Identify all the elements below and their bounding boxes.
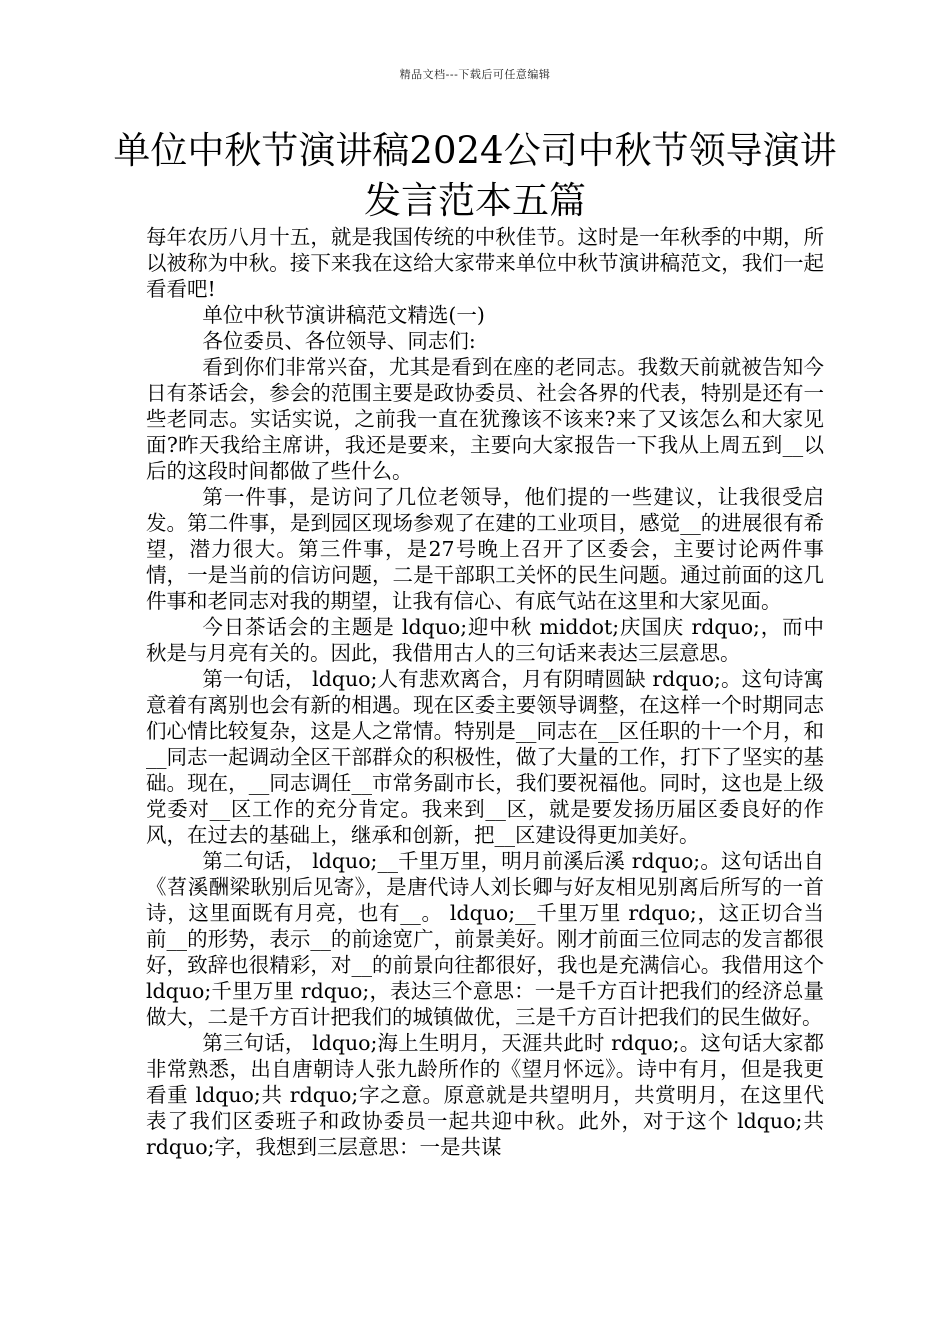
- body-paragraph: 第二句话， ldquo;__千里万里，明月前溪后溪 rdquo;。这句话出自《苕溪酬梁耿别后见寄》，是唐代诗人刘长卿与好友相见别离后所写的一首诗，这里面既有月亮，也有__。 ldquo;__千里万里 rdquo;，这正切合当前__的形势，表示__的前途宽广，前景美好。刚才前面三位同志的发言都很好，致辞也很精彩，对__的前景向往都很好，我也是充满信心。我借用这个 ldquo;千里万里 rdquo;，表达三个意思：一是千方百计把我们的经济总量做大，二是千方百计把我们的城镇做优，三是千方百计把我们的民生做好。: [146, 849, 824, 1029]
- section-heading: 单位中秋节演讲稿范文精选(一): [202, 303, 485, 327]
- body-paragraph: 第一句话， ldquo;人有悲欢离合，月有阴晴圆缺 rdquo;。这句诗寓意着有离别也会有新的相遇。现在区委主要领导调整，在这样一个时期同志们心情比较复杂，这是人之常情。特别是__同志在__区任职的十一个月，和__同志一起调动全区干部群众的积极性，做了大量的工作，打下了坚实的基础。现在，__同志调任__市常务副市长，我们要祝福他。同时，这也是上级党委对__区工作的充分肯定。我来到__区，就是要发扬历届区委良好的作风，在过去的基础上，继承和创新，把__区建设得更加美好。: [146, 667, 824, 847]
- salutation: 各位委员、各位领导、同志们:: [202, 329, 476, 353]
- body-paragraph: 看到你们非常兴奋，尤其是看到在座的老同志。我数天前就被告知今日有茶话会，参会的范围主要是政协委员、社会各界的代表，特别是还有一些老同志。实话实说，之前我一直在犹豫该不该来?来了又该怎么和大家见面?昨天我给主席讲，我还是要来，主要向大家报告一下我从上周五到__以后的这段时间都做了些什么。: [146, 355, 824, 483]
- intro-paragraph: 每年农历八月十五，就是我国传统的中秋佳节。这时是一年秋季的中期，所以被称为中秋。接下来我在这给大家带来单位中秋节演讲稿范文，我们一起看看吧!: [146, 225, 824, 301]
- body-paragraph: 今日茶话会的主题是 ldquo;迎中秋 middot;庆国庆 rdquo;，而中秋是与月亮有关的。因此，我借用古人的三句话来表达三层意思。: [146, 615, 824, 665]
- page-header: 精品文档---下载后可任意编辑: [399, 68, 551, 81]
- body-paragraph: 第三句话， ldquo;海上生明月，天涯共此时 rdquo;。这句话大家都非常熟悉，出自唐朝诗人张九龄所作的《望月怀远》。诗中有月，但是我更看重 ldquo;共 rdquo;字之意。原意就是共望明月，共赏明月，在这里代表了我们区委班子和政协委员一起共迎中秋。此外，对于这个 ldquo;共 rdquo;字，我想到三层意思：一是共谋: [146, 1031, 824, 1159]
- document-title: 单位中秋节演讲稿2024公司中秋节领导演讲发言范本五篇: [113, 129, 837, 222]
- document-body: [146, 224, 824, 1160]
- body-paragraph: 第一件事，是访问了几位老领导，他们提的一些建议，让我很受启发。第二件事，是到园区现场参观了在建的工业项目，感觉__的进展很有希望，潜力很大。第三件事，是27号晚上召开了区委会，主要讨论两件事情，一是当前的信访问题，二是干部职工关怀的民生问题。通过前面的这几件事和老同志对我的期望，让我有信心、有底气站在这里和大家见面。: [146, 485, 824, 613]
